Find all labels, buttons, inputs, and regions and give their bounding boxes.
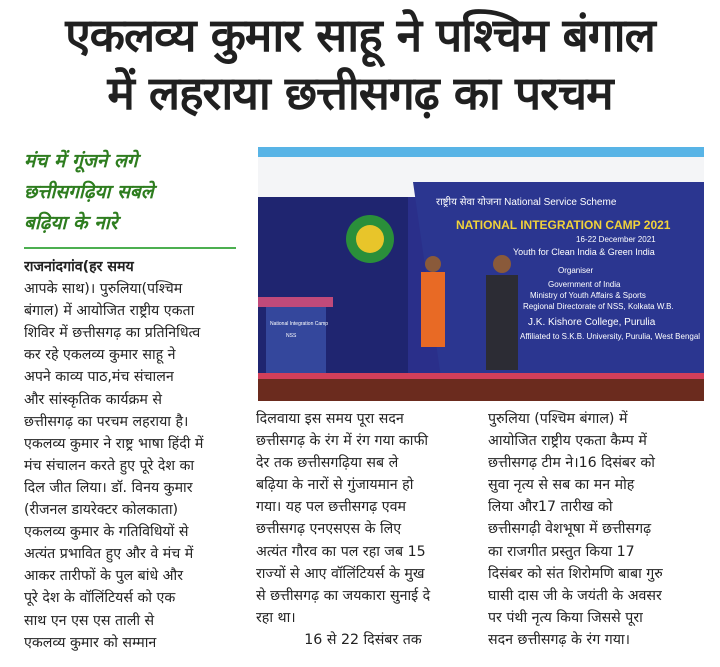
column1-line: दिल जीत लिया। डॉ. विनय कुमार [24,479,193,496]
column3-line: पर पंथी नृत्य किया जिससे पूरा [488,609,643,626]
article-column-2 [256,408,470,660]
column1-line: अपने काव्य पाठ,मंच संचालन [24,369,174,386]
kicker [24,146,234,239]
banner-line-2: NATIONAL INTEGRATION CAMP 2021 [456,218,671,232]
column3-line: दिसंबर को संत शिरोमणि बाबा गुरु [488,565,663,582]
banner-line-7: Ministry of Youth Affairs & Sports [530,291,646,300]
banner-line-9: J.K. Kishore College, Purulia [528,317,656,328]
person-suit [486,275,518,370]
kicker-line-2: छत्तीसगढ़िया सबले [24,181,154,203]
event-photo [258,147,704,401]
column1-line: शिविर में छत्तीसगढ़ का प्रतिनिधित्व [24,325,201,342]
podium-line-1: National Integration Camp [270,321,329,327]
stage-floor [258,377,704,401]
column1-line: बंगाल) में आयोजित राष्ट्रीय एकता [24,303,195,320]
column3-line: का राजगीत प्रस्तुत किया 17 [488,543,635,560]
person-2-head [493,255,511,273]
plant-flower [356,225,384,253]
column1-line: (रीजनल डायरेक्टर कोलकाता) [24,502,179,519]
column1-line: पूरे देश के वॉलिंटियर्स को एक [24,590,176,607]
column1-line: छत्तीसगढ़ का परचम लहराया है। [24,413,189,430]
column2-line: से छत्तीसगढ़ का जयकारा सुनाई दे [256,587,431,604]
column3-line: पुरुलिया (पश्चिम बंगाल) में [488,411,628,427]
column2-line: देर तक छत्तीसगढ़िया सब ले [256,455,399,472]
column3-line: छत्तीसगढ़ी वेशभूषा में छत्तीसगढ़ [488,521,652,538]
banner-line-4: Youth for Clean India & Green India [513,247,655,257]
kicker-line-3: बढ़िया के नारे [24,212,118,234]
headline [0,6,720,122]
column1-line: और सांस्कृतिक कार्यक्रम से [24,391,162,408]
headline-line-1: एकलव्य कुमार साहू ने पश्चिम बंगाल [65,8,655,62]
banner-line-6: Government of India [548,280,621,289]
article-column-3 [488,408,700,660]
flower-garland [258,373,704,379]
column3-line: घासी दास जी के जयंती के अवसर [488,587,662,604]
banner-line-1: राष्ट्रीय सेवा योजना National Service Scheme [436,197,617,208]
column2-line: गया। यह पल छत्तीसगढ़ एवम [256,499,406,516]
column2-line: अत्यंत गौरव का पल रहा जब 15 [256,543,426,560]
column1-line: आपके साथ)। पुरुलिया(पश्चिम [24,281,183,298]
podium [266,307,329,377]
kicker-divider [24,247,236,249]
banner-line-3: 16-22 December 2021 [576,235,656,244]
column2-line: बढ़िया के नारों से गुंजायमान हो [256,477,414,494]
banner-line-8: Regional Directorate of NSS, Kolkata W.B. [523,302,674,311]
column1-line: अत्यंत प्रभावित हुए और वे मंच में [24,546,194,563]
column1-line: एकलव्य कुमार के गतिविधियों से [24,524,189,541]
column3-line: छत्तीसगढ़ टीम ने।16 दिसंबर को [488,455,655,472]
column3-line: आयोजित राष्ट्रीय एकता कैम्प में [488,433,647,450]
column2-line: 16 से 22 दिसंबर तक [304,631,422,648]
column3-line: सदन छत्तीसगढ़ के रंग गया। [488,631,630,648]
column1-line: मंच संचालन करते हुए पूरे देश का [24,457,195,474]
dateline: राजनांदगांव(हर समय [24,259,134,275]
column1-line: एकलव्य कुमार को सम्मान [24,634,157,651]
headline-line-2: में लहराया छत्तीसगढ़ का परचम [107,66,613,120]
column3-line: लिया और17 तारीख को [488,499,613,516]
column1-line: साथ एन एस एस ताली से [24,612,155,629]
column2-line: राज्यों से आए वॉलिंटियर्स के मुख [256,565,425,582]
person-1-head [425,256,441,272]
column2-line: छत्तीसगढ़ के रंग में रंग गया काफी [256,433,429,450]
column2-line: छत्तीसगढ़ एनएसएस के लिए [256,521,402,538]
banner-line-10: Affiliated to S.K.B. University, Purulia, West Bengal [520,332,701,341]
ceiling-light [258,147,704,157]
column1-line: आकर तारीफों के पुल बांधे और [24,568,183,585]
article-column-1 [24,256,242,661]
banner-line-5: Organiser [558,266,594,275]
column3-line: सुवा नृत्य से सब का मन मोह [488,477,635,494]
column1-line: कर रहे एकलव्य कुमार साहू ने [24,347,176,364]
column1-line: एकलव्य कुमार ने राष्ट्र भाषा हिंदी में [24,435,204,452]
podium-line-2: NSS [286,333,297,339]
person-orange-kurta [421,272,445,347]
stage-photo-svg [258,147,704,401]
podium-flowers [258,297,333,307]
column2-line: दिलवाया इस समय पूरा सदन [256,411,404,427]
kicker-line-1: मंच में गूंजने लगे [24,150,138,172]
column2-line: रहा था। [256,609,296,626]
